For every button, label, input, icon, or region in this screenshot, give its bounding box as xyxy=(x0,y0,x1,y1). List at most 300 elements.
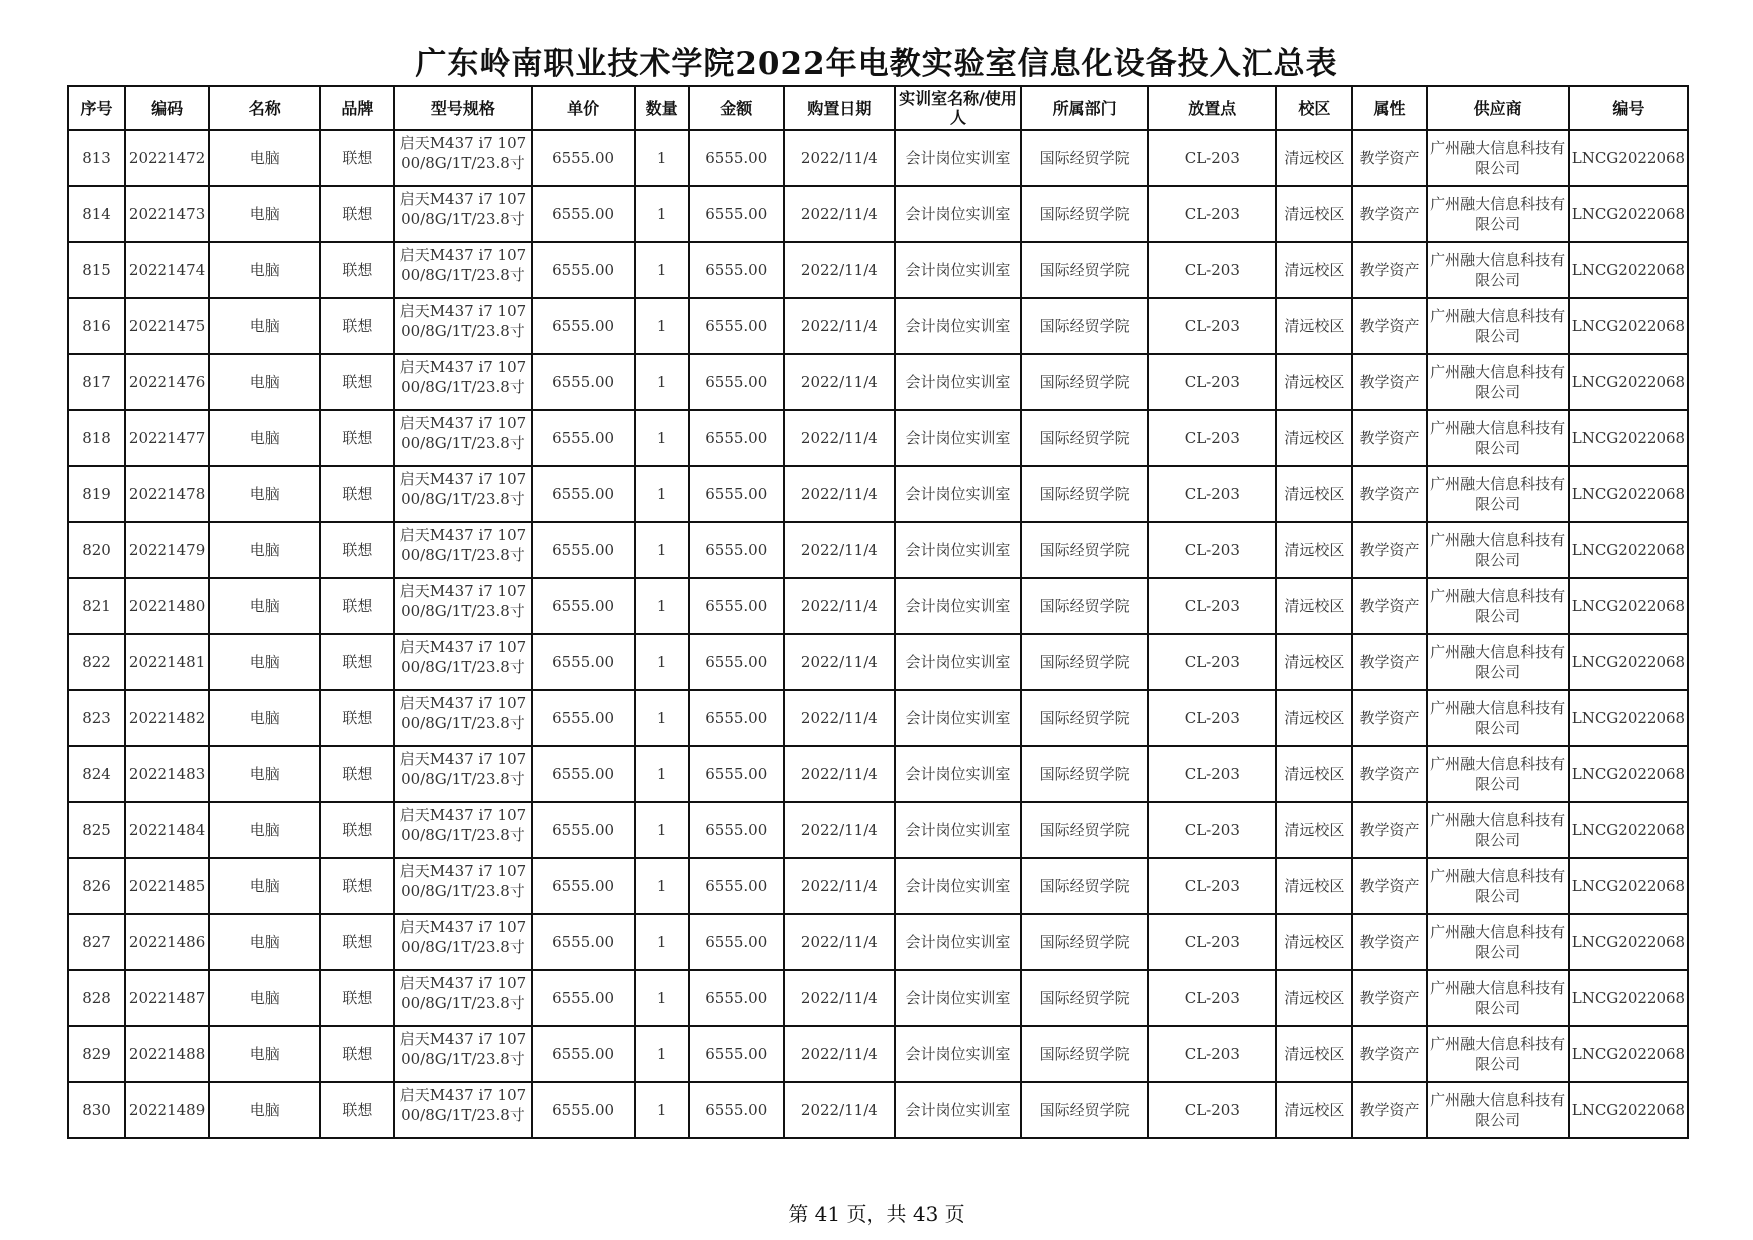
cell-model xyxy=(394,298,531,354)
cell-contract-no: LNCG2022068 xyxy=(1569,914,1688,970)
cell-attribute: 教学资产 xyxy=(1352,802,1426,858)
cell-department: 国际经贸学院 xyxy=(1021,578,1148,634)
cell-contract-no: LNCG2022068 xyxy=(1569,746,1688,802)
cell-unit-price: 6555.00 xyxy=(532,690,635,746)
cell-campus: 清远校区 xyxy=(1276,242,1352,298)
header-contract-no: 编号 xyxy=(1569,86,1688,130)
cell-unit-price: 6555.00 xyxy=(532,1026,635,1082)
cell-name: 电脑 xyxy=(209,354,320,410)
cell-campus: 清远校区 xyxy=(1276,1026,1352,1082)
model-text: 启天M437 i7 10700/8G/1T/23.8寸 xyxy=(399,246,527,284)
cell-department: 国际经贸学院 xyxy=(1021,298,1148,354)
cell-brand: 联想 xyxy=(320,634,394,690)
cell-seq: 814 xyxy=(68,186,125,242)
cell-campus: 清远校区 xyxy=(1276,970,1352,1026)
cell-brand: 联想 xyxy=(320,298,394,354)
cell-department: 国际经贸学院 xyxy=(1021,802,1148,858)
cell-seq: 825 xyxy=(68,802,125,858)
cell-purchase-date: 2022/11/4 xyxy=(784,130,895,186)
cell-campus: 清远校区 xyxy=(1276,466,1352,522)
cell-attribute: 教学资产 xyxy=(1352,186,1426,242)
cell-quantity: 1 xyxy=(635,802,689,858)
cell-model xyxy=(394,970,531,1026)
table-row xyxy=(68,242,1688,298)
cell-seq: 822 xyxy=(68,634,125,690)
cell-unit-price: 6555.00 xyxy=(532,298,635,354)
cell-purchase-date: 2022/11/4 xyxy=(784,970,895,1026)
cell-code: 20221476 xyxy=(125,354,209,410)
cell-department: 国际经贸学院 xyxy=(1021,970,1148,1026)
cell-supplier: 广州融大信息科技有限公司 xyxy=(1427,522,1569,578)
cell-location: CL-203 xyxy=(1148,410,1276,466)
cell-supplier: 广州融大信息科技有限公司 xyxy=(1427,634,1569,690)
cell-contract-no: LNCG2022068 xyxy=(1569,354,1688,410)
cell-amount: 6555.00 xyxy=(689,802,784,858)
table-row xyxy=(68,802,1688,858)
cell-contract-no: LNCG2022068 xyxy=(1569,242,1688,298)
cell-department: 国际经贸学院 xyxy=(1021,634,1148,690)
cell-supplier: 广州融大信息科技有限公司 xyxy=(1427,410,1569,466)
cell-brand: 联想 xyxy=(320,858,394,914)
cell-supplier: 广州融大信息科技有限公司 xyxy=(1427,466,1569,522)
cell-name: 电脑 xyxy=(209,1026,320,1082)
cell-supplier: 广州融大信息科技有限公司 xyxy=(1427,858,1569,914)
cell-code: 20221482 xyxy=(125,690,209,746)
cell-location: CL-203 xyxy=(1148,746,1276,802)
cell-brand: 联想 xyxy=(320,746,394,802)
cell-seq: 819 xyxy=(68,466,125,522)
cell-code: 20221486 xyxy=(125,914,209,970)
cell-unit-price: 6555.00 xyxy=(532,578,635,634)
cell-attribute: 教学资产 xyxy=(1352,1082,1426,1138)
table-row xyxy=(68,466,1688,522)
model-text: 启天M437 i7 10700/8G/1T/23.8寸 xyxy=(399,190,527,228)
cell-department: 国际经贸学院 xyxy=(1021,914,1148,970)
cell-campus: 清远校区 xyxy=(1276,186,1352,242)
cell-contract-no: LNCG2022068 xyxy=(1569,298,1688,354)
cell-model xyxy=(394,578,531,634)
cell-quantity: 1 xyxy=(635,186,689,242)
cell-attribute: 教学资产 xyxy=(1352,970,1426,1026)
header-seq: 序号 xyxy=(68,86,125,130)
model-text: 启天M437 i7 10700/8G/1T/23.8寸 xyxy=(399,526,527,564)
table-body xyxy=(68,130,1688,1138)
cell-amount: 6555.00 xyxy=(689,634,784,690)
cell-quantity: 1 xyxy=(635,746,689,802)
cell-purchase-date: 2022/11/4 xyxy=(784,578,895,634)
cell-quantity: 1 xyxy=(635,634,689,690)
cell-quantity: 1 xyxy=(635,1026,689,1082)
cell-quantity: 1 xyxy=(635,354,689,410)
cell-room: 会计岗位实训室 xyxy=(895,186,1021,242)
cell-quantity: 1 xyxy=(635,242,689,298)
cell-room: 会计岗位实训室 xyxy=(895,130,1021,186)
cell-name: 电脑 xyxy=(209,858,320,914)
table-row xyxy=(68,1082,1688,1138)
table-row xyxy=(68,914,1688,970)
cell-seq: 818 xyxy=(68,410,125,466)
cell-name: 电脑 xyxy=(209,802,320,858)
cell-location: CL-203 xyxy=(1148,186,1276,242)
cell-unit-price: 6555.00 xyxy=(532,746,635,802)
header-amount: 金额 xyxy=(689,86,784,130)
cell-amount: 6555.00 xyxy=(689,690,784,746)
cell-model xyxy=(394,858,531,914)
header-name: 名称 xyxy=(209,86,320,130)
cell-code: 20221485 xyxy=(125,858,209,914)
table-row xyxy=(68,970,1688,1026)
cell-name: 电脑 xyxy=(209,690,320,746)
cell-room: 会计岗位实训室 xyxy=(895,970,1021,1026)
cell-code: 20221478 xyxy=(125,466,209,522)
cell-brand: 联想 xyxy=(320,130,394,186)
cell-name: 电脑 xyxy=(209,914,320,970)
cell-location: CL-203 xyxy=(1148,522,1276,578)
cell-code: 20221481 xyxy=(125,634,209,690)
cell-name: 电脑 xyxy=(209,410,320,466)
model-text: 启天M437 i7 10700/8G/1T/23.8寸 xyxy=(399,414,527,452)
page-footer: 第 41 页，共 43 页 xyxy=(788,1202,965,1226)
cell-unit-price: 6555.00 xyxy=(532,242,635,298)
cell-unit-price: 6555.00 xyxy=(532,970,635,1026)
cell-amount: 6555.00 xyxy=(689,186,784,242)
cell-model xyxy=(394,130,531,186)
cell-seq: 826 xyxy=(68,858,125,914)
cell-campus: 清远校区 xyxy=(1276,1082,1352,1138)
cell-name: 电脑 xyxy=(209,746,320,802)
cell-attribute: 教学资产 xyxy=(1352,298,1426,354)
cell-purchase-date: 2022/11/4 xyxy=(784,1082,895,1138)
cell-model xyxy=(394,522,531,578)
cell-contract-no: LNCG2022068 xyxy=(1569,410,1688,466)
table-row xyxy=(68,578,1688,634)
cell-seq: 813 xyxy=(68,130,125,186)
cell-campus: 清远校区 xyxy=(1276,410,1352,466)
cell-supplier: 广州融大信息科技有限公司 xyxy=(1427,1026,1569,1082)
cell-attribute: 教学资产 xyxy=(1352,522,1426,578)
model-text: 启天M437 i7 10700/8G/1T/23.8寸 xyxy=(399,358,527,396)
header-room: 实训室名称/使用人 xyxy=(895,86,1021,130)
table-row xyxy=(68,746,1688,802)
model-text: 启天M437 i7 10700/8G/1T/23.8寸 xyxy=(399,974,527,1012)
cell-name: 电脑 xyxy=(209,186,320,242)
table-row xyxy=(68,858,1688,914)
cell-model xyxy=(394,466,531,522)
cell-location: CL-203 xyxy=(1148,802,1276,858)
cell-room: 会计岗位实训室 xyxy=(895,1082,1021,1138)
cell-department: 国际经贸学院 xyxy=(1021,858,1148,914)
cell-campus: 清远校区 xyxy=(1276,298,1352,354)
cell-location: CL-203 xyxy=(1148,634,1276,690)
equipment-table xyxy=(67,85,1689,1139)
header-supplier: 供应商 xyxy=(1427,86,1569,130)
cell-supplier: 广州融大信息科技有限公司 xyxy=(1427,186,1569,242)
table-row xyxy=(68,634,1688,690)
cell-amount: 6555.00 xyxy=(689,858,784,914)
cell-location: CL-203 xyxy=(1148,578,1276,634)
cell-purchase-date: 2022/11/4 xyxy=(784,690,895,746)
cell-location: CL-203 xyxy=(1148,130,1276,186)
table-row xyxy=(68,186,1688,242)
cell-unit-price: 6555.00 xyxy=(532,466,635,522)
cell-quantity: 1 xyxy=(635,1082,689,1138)
header-campus: 校区 xyxy=(1276,86,1352,130)
model-text: 启天M437 i7 10700/8G/1T/23.8寸 xyxy=(399,134,527,172)
cell-unit-price: 6555.00 xyxy=(532,410,635,466)
cell-purchase-date: 2022/11/4 xyxy=(784,466,895,522)
cell-brand: 联想 xyxy=(320,410,394,466)
cell-model xyxy=(394,410,531,466)
cell-attribute: 教学资产 xyxy=(1352,354,1426,410)
cell-quantity: 1 xyxy=(635,466,689,522)
cell-name: 电脑 xyxy=(209,522,320,578)
cell-attribute: 教学资产 xyxy=(1352,578,1426,634)
table-row xyxy=(68,298,1688,354)
cell-purchase-date: 2022/11/4 xyxy=(784,634,895,690)
cell-contract-no: LNCG2022068 xyxy=(1569,802,1688,858)
cell-seq: 827 xyxy=(68,914,125,970)
cell-location: CL-203 xyxy=(1148,354,1276,410)
header-purchase-date: 购置日期 xyxy=(784,86,895,130)
cell-campus: 清远校区 xyxy=(1276,802,1352,858)
cell-quantity: 1 xyxy=(635,858,689,914)
cell-purchase-date: 2022/11/4 xyxy=(784,298,895,354)
cell-brand: 联想 xyxy=(320,578,394,634)
cell-model xyxy=(394,1082,531,1138)
cell-room: 会计岗位实训室 xyxy=(895,914,1021,970)
cell-supplier: 广州融大信息科技有限公司 xyxy=(1427,914,1569,970)
cell-attribute: 教学资产 xyxy=(1352,130,1426,186)
table-row xyxy=(68,1026,1688,1082)
header-attribute: 属性 xyxy=(1352,86,1426,130)
cell-contract-no: LNCG2022068 xyxy=(1569,522,1688,578)
cell-model xyxy=(394,746,531,802)
cell-room: 会计岗位实训室 xyxy=(895,354,1021,410)
cell-seq: 824 xyxy=(68,746,125,802)
cell-brand: 联想 xyxy=(320,522,394,578)
cell-unit-price: 6555.00 xyxy=(532,858,635,914)
cell-attribute: 教学资产 xyxy=(1352,914,1426,970)
cell-attribute: 教学资产 xyxy=(1352,410,1426,466)
cell-location: CL-203 xyxy=(1148,242,1276,298)
cell-purchase-date: 2022/11/4 xyxy=(784,410,895,466)
cell-model xyxy=(394,186,531,242)
cell-code: 20221472 xyxy=(125,130,209,186)
cell-room: 会计岗位实训室 xyxy=(895,298,1021,354)
cell-department: 国际经贸学院 xyxy=(1021,1082,1148,1138)
table-row xyxy=(68,690,1688,746)
cell-purchase-date: 2022/11/4 xyxy=(784,186,895,242)
cell-campus: 清远校区 xyxy=(1276,522,1352,578)
cell-department: 国际经贸学院 xyxy=(1021,690,1148,746)
cell-model xyxy=(394,354,531,410)
cell-seq: 823 xyxy=(68,690,125,746)
table-row xyxy=(68,354,1688,410)
cell-campus: 清远校区 xyxy=(1276,130,1352,186)
cell-name: 电脑 xyxy=(209,242,320,298)
cell-amount: 6555.00 xyxy=(689,466,784,522)
cell-seq: 830 xyxy=(68,1082,125,1138)
cell-purchase-date: 2022/11/4 xyxy=(784,746,895,802)
cell-campus: 清远校区 xyxy=(1276,914,1352,970)
cell-unit-price: 6555.00 xyxy=(532,186,635,242)
cell-quantity: 1 xyxy=(635,690,689,746)
cell-supplier: 广州融大信息科技有限公司 xyxy=(1427,298,1569,354)
cell-name: 电脑 xyxy=(209,466,320,522)
cell-room: 会计岗位实训室 xyxy=(895,746,1021,802)
cell-purchase-date: 2022/11/4 xyxy=(784,242,895,298)
cell-amount: 6555.00 xyxy=(689,354,784,410)
cell-unit-price: 6555.00 xyxy=(532,130,635,186)
cell-contract-no: LNCG2022068 xyxy=(1569,690,1688,746)
cell-campus: 清远校区 xyxy=(1276,354,1352,410)
cell-room: 会计岗位实训室 xyxy=(895,522,1021,578)
model-text: 启天M437 i7 10700/8G/1T/23.8寸 xyxy=(399,638,527,676)
cell-room: 会计岗位实训室 xyxy=(895,242,1021,298)
cell-location: CL-203 xyxy=(1148,914,1276,970)
cell-quantity: 1 xyxy=(635,914,689,970)
cell-purchase-date: 2022/11/4 xyxy=(784,914,895,970)
cell-quantity: 1 xyxy=(635,298,689,354)
cell-department: 国际经贸学院 xyxy=(1021,522,1148,578)
model-text: 启天M437 i7 10700/8G/1T/23.8寸 xyxy=(399,470,527,508)
cell-supplier: 广州融大信息科技有限公司 xyxy=(1427,746,1569,802)
cell-amount: 6555.00 xyxy=(689,970,784,1026)
cell-amount: 6555.00 xyxy=(689,914,784,970)
cell-room: 会计岗位实训室 xyxy=(895,410,1021,466)
cell-brand: 联想 xyxy=(320,466,394,522)
cell-contract-no: LNCG2022068 xyxy=(1569,578,1688,634)
cell-code: 20221489 xyxy=(125,1082,209,1138)
model-text: 启天M437 i7 10700/8G/1T/23.8寸 xyxy=(399,1030,527,1068)
model-text: 启天M437 i7 10700/8G/1T/23.8寸 xyxy=(399,694,527,732)
cell-brand: 联想 xyxy=(320,354,394,410)
cell-supplier: 广州融大信息科技有限公司 xyxy=(1427,242,1569,298)
cell-supplier: 广州融大信息科技有限公司 xyxy=(1427,802,1569,858)
cell-department: 国际经贸学院 xyxy=(1021,242,1148,298)
cell-code: 20221474 xyxy=(125,242,209,298)
cell-supplier: 广州融大信息科技有限公司 xyxy=(1427,578,1569,634)
cell-unit-price: 6555.00 xyxy=(532,634,635,690)
cell-amount: 6555.00 xyxy=(689,1082,784,1138)
header-code: 编码 xyxy=(125,86,209,130)
cell-contract-no: LNCG2022068 xyxy=(1569,1026,1688,1082)
cell-purchase-date: 2022/11/4 xyxy=(784,802,895,858)
cell-seq: 821 xyxy=(68,578,125,634)
cell-seq: 815 xyxy=(68,242,125,298)
cell-brand: 联想 xyxy=(320,242,394,298)
header-location: 放置点 xyxy=(1148,86,1276,130)
cell-campus: 清远校区 xyxy=(1276,858,1352,914)
cell-unit-price: 6555.00 xyxy=(532,354,635,410)
cell-seq: 817 xyxy=(68,354,125,410)
cell-campus: 清远校区 xyxy=(1276,690,1352,746)
table-row xyxy=(68,522,1688,578)
cell-brand: 联想 xyxy=(320,914,394,970)
cell-code: 20221477 xyxy=(125,410,209,466)
cell-amount: 6555.00 xyxy=(689,578,784,634)
cell-attribute: 教学资产 xyxy=(1352,746,1426,802)
cell-unit-price: 6555.00 xyxy=(532,802,635,858)
cell-contract-no: LNCG2022068 xyxy=(1569,466,1688,522)
cell-amount: 6555.00 xyxy=(689,242,784,298)
cell-department: 国际经贸学院 xyxy=(1021,130,1148,186)
cell-attribute: 教学资产 xyxy=(1352,690,1426,746)
cell-name: 电脑 xyxy=(209,970,320,1026)
cell-supplier: 广州融大信息科技有限公司 xyxy=(1427,130,1569,186)
cell-code: 20221487 xyxy=(125,970,209,1026)
cell-model xyxy=(394,690,531,746)
cell-attribute: 教学资产 xyxy=(1352,1026,1426,1082)
model-text: 启天M437 i7 10700/8G/1T/23.8寸 xyxy=(399,1086,527,1124)
cell-unit-price: 6555.00 xyxy=(532,1082,635,1138)
cell-seq: 816 xyxy=(68,298,125,354)
cell-room: 会计岗位实训室 xyxy=(895,578,1021,634)
header-department: 所属部门 xyxy=(1021,86,1148,130)
header-quantity: 数量 xyxy=(635,86,689,130)
cell-room: 会计岗位实训室 xyxy=(895,690,1021,746)
cell-location: CL-203 xyxy=(1148,858,1276,914)
cell-supplier: 广州融大信息科技有限公司 xyxy=(1427,690,1569,746)
model-text: 启天M437 i7 10700/8G/1T/23.8寸 xyxy=(399,862,527,900)
cell-name: 电脑 xyxy=(209,634,320,690)
cell-amount: 6555.00 xyxy=(689,522,784,578)
cell-purchase-date: 2022/11/4 xyxy=(784,1026,895,1082)
cell-brand: 联想 xyxy=(320,970,394,1026)
cell-unit-price: 6555.00 xyxy=(532,914,635,970)
cell-room: 会计岗位实训室 xyxy=(895,858,1021,914)
cell-department: 国际经贸学院 xyxy=(1021,1026,1148,1082)
cell-attribute: 教学资产 xyxy=(1352,634,1426,690)
cell-attribute: 教学资产 xyxy=(1352,466,1426,522)
cell-location: CL-203 xyxy=(1148,466,1276,522)
cell-supplier: 广州融大信息科技有限公司 xyxy=(1427,970,1569,1026)
cell-supplier: 广州融大信息科技有限公司 xyxy=(1427,354,1569,410)
cell-contract-no: LNCG2022068 xyxy=(1569,858,1688,914)
cell-unit-price: 6555.00 xyxy=(532,522,635,578)
cell-brand: 联想 xyxy=(320,186,394,242)
cell-amount: 6555.00 xyxy=(689,298,784,354)
cell-seq: 829 xyxy=(68,1026,125,1082)
header-brand: 品牌 xyxy=(320,86,394,130)
cell-location: CL-203 xyxy=(1148,1026,1276,1082)
cell-room: 会计岗位实训室 xyxy=(895,466,1021,522)
cell-department: 国际经贸学院 xyxy=(1021,186,1148,242)
cell-attribute: 教学资产 xyxy=(1352,858,1426,914)
cell-code: 20221483 xyxy=(125,746,209,802)
cell-code: 20221479 xyxy=(125,522,209,578)
cell-department: 国际经贸学院 xyxy=(1021,746,1148,802)
cell-model xyxy=(394,242,531,298)
cell-brand: 联想 xyxy=(320,802,394,858)
cell-code: 20221488 xyxy=(125,1026,209,1082)
model-text: 启天M437 i7 10700/8G/1T/23.8寸 xyxy=(399,806,527,844)
cell-quantity: 1 xyxy=(635,410,689,466)
cell-model xyxy=(394,634,531,690)
model-text: 启天M437 i7 10700/8G/1T/23.8寸 xyxy=(399,582,527,620)
cell-name: 电脑 xyxy=(209,130,320,186)
cell-department: 国际经贸学院 xyxy=(1021,466,1148,522)
cell-code: 20221484 xyxy=(125,802,209,858)
cell-name: 电脑 xyxy=(209,1082,320,1138)
cell-room: 会计岗位实训室 xyxy=(895,1026,1021,1082)
cell-campus: 清远校区 xyxy=(1276,634,1352,690)
cell-contract-no: LNCG2022068 xyxy=(1569,634,1688,690)
model-text: 启天M437 i7 10700/8G/1T/23.8寸 xyxy=(399,918,527,956)
cell-location: CL-203 xyxy=(1148,1082,1276,1138)
cell-code: 20221480 xyxy=(125,578,209,634)
table-header-row xyxy=(68,86,1688,130)
